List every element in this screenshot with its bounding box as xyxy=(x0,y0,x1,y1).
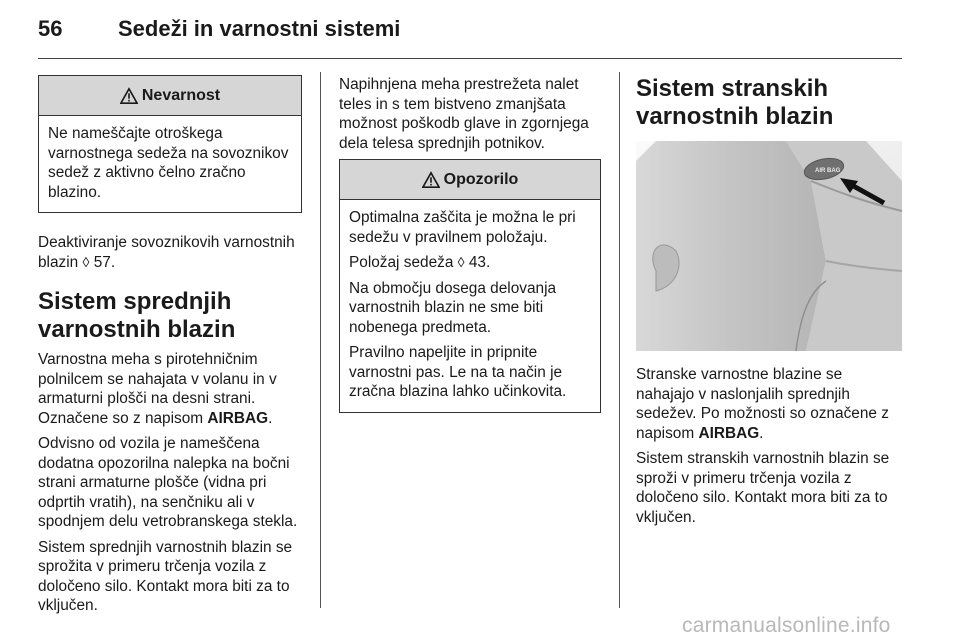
column-divider-1 xyxy=(320,72,321,608)
warning-triangle-icon xyxy=(422,171,440,189)
danger-box-body xyxy=(39,116,301,212)
danger-box-title: Nevarnost xyxy=(141,86,221,104)
intro-paragraph: Napihnjena meha prestrežeta nalet teles in s tem bistveno zmanjšata možnost poškodb glave in zgornjega dela telesa sprednjih potnikov. xyxy=(339,76,589,152)
front-paragraph-3: Sistem sprednjih varnostnih blazin se sprožita v primeru trčenja vozila z določeno silo. Kontakt mora biti za to vključen. xyxy=(38,538,293,614)
front-paragraph-2: Odvisno od vozila je nameščena dodatna opozorilna nalepka na bočni strani armaturne plošče (vidna pri odprtih vratih), na senčniku ali v spodnjem delu vetrobranskega stekla. xyxy=(38,435,298,530)
column-2 xyxy=(339,75,601,413)
warning-p2-ref[interactable]: 43. xyxy=(468,254,491,271)
warning-triangle-icon xyxy=(120,87,138,105)
warning-box-title: Opozorilo xyxy=(443,170,519,188)
section-title: Sedeži in varnostni sistemi xyxy=(118,16,401,41)
watermark: carmanualsonline.info xyxy=(682,614,891,637)
warning-p4: Pravilno napeljite in pripnite varnostni pas. Le na ta način je zračna blazina lahko učinkovita. xyxy=(349,344,567,400)
side-paragraph-2: Sistem stranskih varnostnih blazin se sproži v primeru trčenja vozila z določeno silo. Kontakt mora biti za to vključen. xyxy=(636,450,890,526)
side-paragraph-1 xyxy=(636,365,902,443)
heading-front-airbags: Sistem sprednjih varnostnih blazin xyxy=(38,288,236,343)
side-p1-airbag: AIRBAG xyxy=(698,424,760,442)
page-reference-arrow-icon: ◊ xyxy=(82,253,90,270)
side-p1-end: . xyxy=(759,424,764,442)
deactivation-ref[interactable]: 57. xyxy=(93,253,116,271)
danger-box-header xyxy=(39,76,301,116)
warning-p3: Na območju dosega delovanja varnostnih blazin ne sme biti nobenega predmeta. xyxy=(349,279,557,336)
warning-box-body xyxy=(340,200,600,412)
column-3 xyxy=(636,75,902,533)
warning-p1: Optimalna zaščita je možna le pri sedežu v pravilnem položaju. xyxy=(349,209,576,246)
seat-airbag-label: AIR BAG xyxy=(815,168,841,174)
warning-box xyxy=(339,159,601,413)
seat-airbag-illustration xyxy=(636,141,902,351)
front-p1-text: Varnostna meha s pirotehničnim polnilcem se nahajata v volanu in v armaturni plošči na desni strani. Označene so z napisom xyxy=(38,351,277,427)
deactivation-text: Deaktiviranje sovoznikovih varnostnih blazin xyxy=(38,234,295,271)
danger-box xyxy=(38,75,302,213)
page-number: 56 xyxy=(38,16,63,41)
danger-box-text: Ne nameščajte otroškega varnostnega sedeža na sovoznikov sedež z aktivno čelno zračno blazino. xyxy=(48,125,289,201)
side-p1-text: Stranske varnostne blazine se nahajajo v naslonjalih sprednjih sedežev. Po možnosti so označene z napisom xyxy=(636,366,889,442)
column-1 xyxy=(38,75,302,622)
front-p1-end: . xyxy=(268,409,273,427)
front-paragraph-1 xyxy=(38,350,302,428)
page-header xyxy=(38,16,902,56)
warning-p2 xyxy=(349,253,591,273)
page-reference-arrow-icon: ◊ xyxy=(457,254,465,270)
front-p1-airbag: AIRBAG xyxy=(207,409,269,427)
warning-p2-text: Položaj sedeža xyxy=(349,254,454,271)
heading-side-airbags: Sistem stranskih varnostnih blazin xyxy=(636,75,834,130)
header-rule xyxy=(38,58,902,59)
column-divider-2 xyxy=(619,72,620,608)
warning-box-header xyxy=(340,160,600,200)
deactivation-paragraph xyxy=(38,233,302,272)
